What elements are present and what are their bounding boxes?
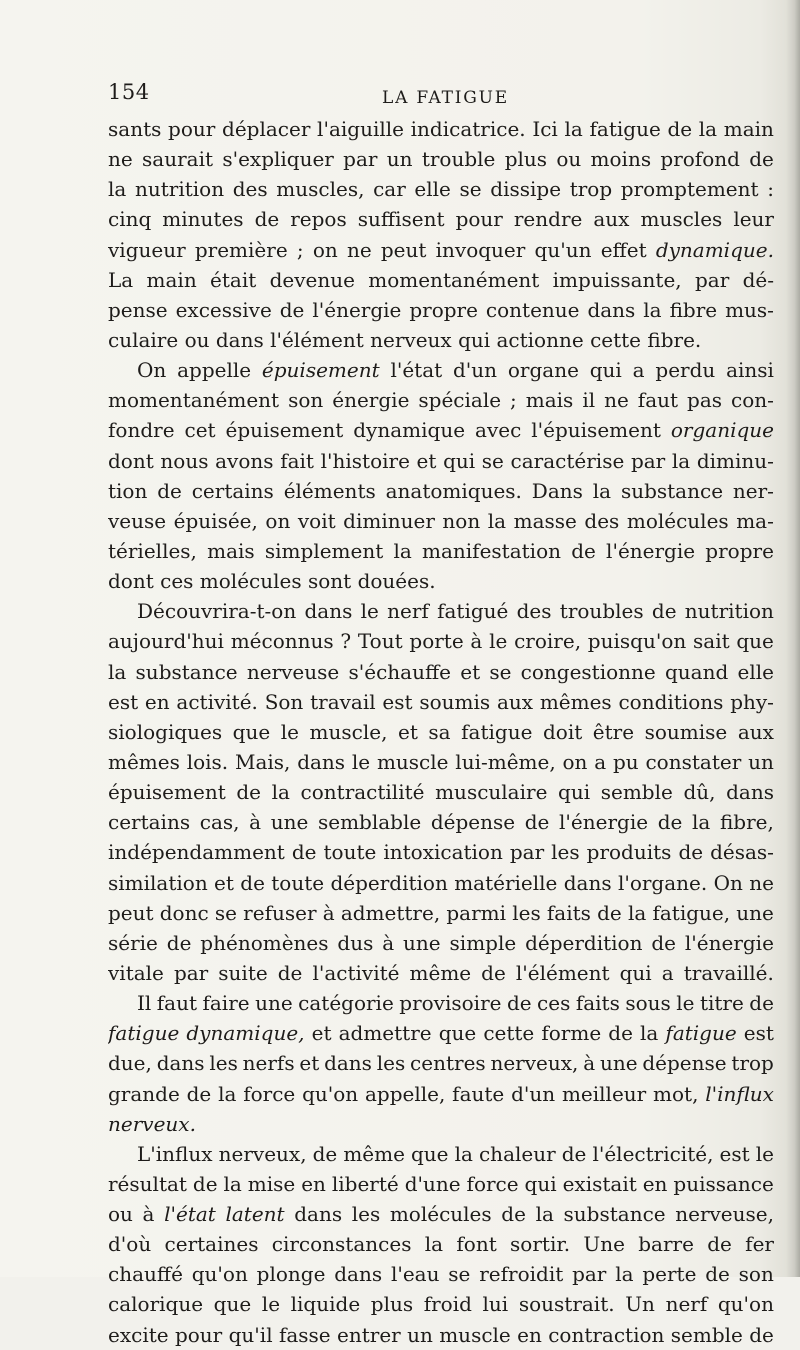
text-line: L'influx nerveux, de même que la chaleur de l'électricité, est le — [137, 1141, 774, 1166]
text-line: similation et de toute déperdition matérielle dans l'organe. On ne — [108, 870, 774, 895]
text-line: aujourd'hui méconnus ? Tout porte à le croire, puisqu'on sait que — [108, 629, 774, 654]
text-line: série de phénomènes dus à une simple déperdition de l'énergie — [108, 930, 774, 955]
text-line: momentanément son énergie spéciale ; mais il ne faut pas con- — [108, 388, 774, 413]
text-line: tion de certains éléments anatomiques. Dans la substance ner- — [108, 478, 774, 503]
running-head: LA FATIGUE — [382, 88, 510, 108]
text-line: On appelle épuisement l'état d'un organe qui a perdu ainsi — [137, 358, 774, 383]
text-line: due, dans les nerfs et dans les centres nerveux, à une dépense trop — [108, 1051, 774, 1076]
text-line: dont ces molécules sont douées. — [108, 569, 436, 594]
page-edge-shadow — [786, 0, 800, 1277]
text-line: calorique que le liquide plus froid lui soustrait. Un nerf qu'on — [108, 1292, 774, 1317]
text-line: veuse épuisée, on voit diminuer non la masse des molécules ma- — [108, 508, 774, 533]
text-line: fatigue dynamique, et admettre que cette forme de la fatigue est — [108, 1021, 774, 1046]
text-line: cinq minutes de repos suffisent pour rendre aux muscles leur — [108, 207, 774, 232]
text-line: dont nous avons fait l'histoire et qui se caractérise par la diminu- — [108, 448, 774, 473]
text-line: siologiques que le muscle, et sa fatigue doit être soumise aux — [108, 719, 774, 744]
text-line: La main était devenue momentanément impuissante, par dé- — [108, 267, 774, 292]
text-line: pense excessive de l'énergie propre contenue dans la fibre mus- — [108, 297, 774, 322]
text-line: résultat de la mise en liberté d'une force qui existait en puissance — [108, 1171, 774, 1196]
text-line: la substance nerveuse s'échauffe et se congestionne quand elle — [108, 659, 774, 684]
text-line: vitale par suite de l'activité même de l'élément qui a travaillé. — [108, 960, 774, 985]
text-line: d'où certaines circonstances la font sortir. Une barre de fer — [108, 1232, 774, 1257]
text-line: épuisement de la contractilité musculaire qui semble dû, dans — [108, 780, 774, 805]
text-line: grande de la force qu'on appelle, faute d'un meilleur mot, l'influx — [108, 1081, 774, 1106]
text-line: fondre cet épuisement dynamique avec l'épuisement organique — [108, 418, 774, 443]
text-line: nerveux. — [108, 1111, 196, 1136]
text-line: chauffé qu'on plonge dans l'eau se refroidit par la perte de son — [108, 1262, 774, 1287]
text-line: est en activité. Son travail est soumis aux mêmes conditions phy- — [108, 689, 774, 714]
text-line: mêmes lois. Mais, dans le muscle lui-même, on a pu constater un — [108, 749, 774, 774]
text-line: vigueur première ; on ne peut invoquer qu'un effet dynamique. — [108, 237, 774, 262]
body-text — [108, 114, 774, 1350]
text-line: peut donc se refuser à admettre, parmi les faits de la fatigue, une — [108, 900, 774, 925]
text-line: certains cas, à une semblable dépense de l'énergie de la fibre, — [108, 810, 774, 835]
text-line: Découvrira-t-on dans le nerf fatigué des troubles de nutrition — [137, 599, 774, 624]
text-line: sants pour déplacer l'aiguille indicatrice. Ici la fatigue de la main — [108, 117, 774, 141]
text-line: excite pour qu'il fasse entrer un muscle en contraction semble de — [108, 1322, 774, 1347]
page-number: 154 — [108, 80, 150, 104]
text-line: ne saurait s'expliquer par un trouble plus ou moins profond de — [108, 147, 774, 172]
text-line: la nutrition des muscles, car elle se dissipe trop promptement : — [108, 177, 774, 202]
text-line: indépendamment de toute intoxication par les produits de désas- — [108, 840, 774, 865]
text-line: culaire ou dans l'élément nerveux qui actionne cette fibre. — [108, 327, 702, 352]
text-line: térielles, mais simplement la manifestation de l'énergie propre — [108, 538, 774, 563]
text-line: ou à l'état latent dans les molécules de la substance nerveuse, — [108, 1202, 774, 1227]
text-line: Il faut faire une catégorie provisoire de ces faits sous le titre de — [137, 991, 774, 1016]
